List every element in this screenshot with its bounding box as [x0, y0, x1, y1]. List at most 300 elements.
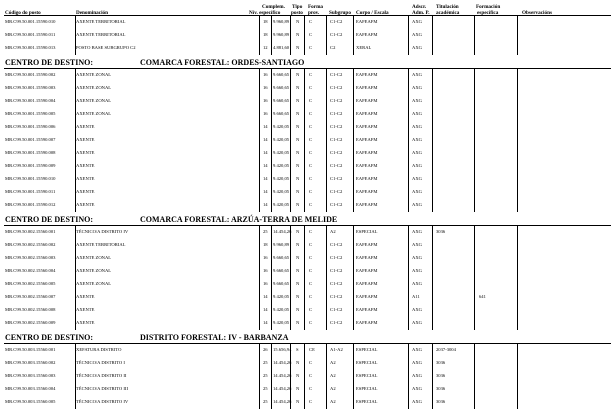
column-divider [353, 199, 354, 212]
cell-complemento: 9.960,89 [273, 32, 290, 37]
column-divider [259, 160, 260, 173]
cell-forma: C [309, 202, 313, 207]
column-divider [353, 160, 354, 173]
column-divider [326, 265, 327, 278]
cell-denomination: AXENTE TERRITORIAL [76, 19, 126, 24]
cell-corpo: EAFEAFM [356, 111, 378, 116]
column-divider [326, 226, 327, 239]
column-divider [271, 278, 272, 291]
table-row [0, 160, 615, 173]
cell-code: MR.C99.50.001.15590.003 [5, 85, 56, 90]
column-divider [353, 252, 354, 265]
column-divider [271, 69, 272, 82]
cell-complemento: 9.420,05 [273, 189, 290, 194]
cell-subgrupo: C1-C2 [330, 307, 343, 312]
column-divider [432, 173, 433, 186]
cell-subgrupo: C1-C2 [330, 150, 343, 155]
cell-code: MR.C99.50.001.15590.010 [5, 19, 56, 24]
column-divider [517, 344, 518, 357]
cell-denomination: TÉCNICO/A DISTRITO II [76, 373, 127, 378]
cell-complemento: 9.420,05 [273, 294, 290, 299]
cell-nivel: 12 [263, 45, 268, 50]
header-denomination: Denominación [76, 10, 108, 16]
cell-complemento: 9.960,89 [273, 19, 290, 24]
column-divider [271, 226, 272, 239]
table-row [0, 278, 615, 291]
column-divider [304, 29, 305, 42]
cell-code: MR.C99.50.002.15560.002 [5, 242, 56, 247]
cell-tipo: N [296, 202, 300, 207]
column-divider [517, 69, 518, 82]
column-divider [353, 121, 354, 134]
cell-tipo: N [296, 189, 300, 194]
cell-forma: C [309, 124, 313, 129]
cell-tipo: N [296, 19, 300, 24]
column-divider [353, 370, 354, 383]
column-divider [408, 199, 409, 212]
cell-denomination: AXENTE ZONAL [76, 281, 112, 286]
column-divider [474, 291, 475, 304]
column-divider [290, 173, 291, 186]
column-divider [408, 239, 409, 252]
column-divider [290, 42, 291, 55]
cell-titulacion: 3036 [436, 386, 446, 391]
cell-subgrupo: C1-C2 [330, 320, 343, 325]
cell-complemento: 14.454,26 [273, 386, 292, 391]
cell-corpo: EAFEAFM [356, 189, 378, 194]
cell-subgrupo: C1-C2 [330, 255, 343, 260]
column-divider [304, 239, 305, 252]
cell-complemento: 9.660,65 [273, 111, 290, 116]
column-divider [304, 186, 305, 199]
column-divider [290, 252, 291, 265]
column-divider [353, 108, 354, 121]
column-divider [474, 357, 475, 370]
cell-adscripcion: AXG [412, 242, 422, 247]
cell-adscripcion: AXG [412, 19, 422, 24]
cell-subgrupo: C1-C2 [330, 268, 343, 273]
column-divider [408, 173, 409, 186]
column-divider [290, 239, 291, 252]
column-divider [326, 199, 327, 212]
column-divider [408, 147, 409, 160]
cell-nivel: 25 [263, 229, 268, 234]
column-divider [517, 226, 518, 239]
column-divider [432, 69, 433, 82]
cell-titulacion: 3036 [436, 399, 446, 404]
column-divider [432, 357, 433, 370]
cell-corpo: EAFEAFM [356, 176, 378, 181]
cell-complemento: 9.420,05 [273, 137, 290, 142]
cell-tipo: N [296, 268, 300, 273]
cell-forma: C [309, 72, 313, 77]
header-code: Código do posto [5, 10, 41, 16]
column-divider [408, 226, 409, 239]
table-row [0, 108, 615, 121]
section-label: CENTRO DE DESTINO: [5, 58, 94, 67]
column-divider [259, 29, 260, 42]
column-divider [326, 42, 327, 55]
cell-code: MR.C99.50.003.15560.003 [5, 373, 56, 378]
cell-tipo: N [296, 124, 300, 129]
header-titulacion-2: académica [436, 10, 460, 16]
cell-corpo: EAFEAFM [356, 320, 378, 325]
cell-code: MR.C99.50.001.15590.013 [5, 45, 56, 50]
cell-forma: CE [309, 347, 315, 352]
column-divider [271, 16, 272, 29]
cell-code: MR.C99.50.001.15590.006 [5, 124, 56, 129]
column-divider [474, 304, 475, 317]
column-divider [517, 160, 518, 173]
column-divider [353, 134, 354, 147]
cell-code: MR.C99.50.002.15560.004 [5, 268, 56, 273]
column-divider [474, 42, 475, 55]
cell-complemento: 15.656,94 [273, 347, 292, 352]
cell-forma: C [309, 242, 313, 247]
cell-forma: C [309, 399, 313, 404]
cell-corpo: ESPECIAL [356, 386, 378, 391]
column-divider [271, 173, 272, 186]
cell-denomination: TÉCNICO/A DISTRITO I [76, 360, 125, 365]
cell-complemento: 9.420,05 [273, 124, 290, 129]
cell-forma: C [309, 19, 313, 24]
column-divider [517, 357, 518, 370]
column-divider [271, 95, 272, 108]
column-divider [432, 42, 433, 55]
cell-tipo: N [296, 360, 300, 365]
column-divider [517, 108, 518, 121]
column-divider [408, 344, 409, 357]
column-divider [408, 82, 409, 95]
column-divider [259, 370, 260, 383]
cell-nivel: 16 [263, 281, 268, 286]
cell-tipo: N [296, 281, 300, 286]
column-divider [326, 291, 327, 304]
column-divider [271, 304, 272, 317]
cell-denomination: AXENTE [76, 150, 95, 155]
column-divider [290, 16, 291, 29]
cell-corpo: EAFEAFM [356, 32, 378, 37]
column-divider [474, 239, 475, 252]
column-divider [474, 344, 475, 357]
header-nivel-2: Nív. específico [249, 10, 281, 16]
cell-code: MR.C99.50.001.15590.011 [5, 32, 56, 37]
cell-denomination: AXENTE ZONAL [76, 85, 112, 90]
column-divider [259, 69, 260, 82]
column-divider [408, 69, 409, 82]
cell-corpo: EAFEAFM [356, 255, 378, 260]
cell-corpo: ESPECIAL [356, 229, 378, 234]
cell-complemento: 9.420,05 [273, 176, 290, 181]
section-heading [0, 212, 615, 226]
cell-tipo: N [296, 137, 300, 142]
section-name: COMARCA FORESTAL: ORDES-SANTIAGO [140, 58, 305, 67]
cell-tipo: N [296, 373, 300, 378]
cell-denomination: TÉCNICO/A DISTRITO IV [76, 229, 129, 234]
cell-corpo: EAFEAFM [356, 281, 378, 286]
column-divider [353, 278, 354, 291]
cell-complemento: 9.960,89 [273, 242, 290, 247]
column-divider [353, 29, 354, 42]
column-divider [432, 199, 433, 212]
column-divider [326, 16, 327, 29]
cell-forma: C [309, 45, 313, 50]
cell-corpo: EAFEAFM [356, 19, 378, 24]
cell-subgrupo: A2 [330, 229, 336, 234]
cell-denomination: TÉCNICO/A DISTRITO III [76, 386, 128, 391]
cell-tipo: N [296, 32, 300, 37]
column-divider [271, 291, 272, 304]
cell-denomination: AXENTE TERRITORIAL [76, 32, 126, 37]
column-divider [259, 147, 260, 160]
cell-forma: C [309, 255, 313, 260]
cell-tipo: N [296, 320, 300, 325]
table-row [0, 252, 615, 265]
column-divider [408, 121, 409, 134]
table-row [0, 239, 615, 252]
column-divider [353, 42, 354, 55]
table-row [0, 69, 615, 82]
column-divider [474, 173, 475, 186]
cell-forma: C [309, 281, 313, 286]
cell-subgrupo: C1-C2 [330, 32, 343, 37]
cell-tipo: N [296, 399, 300, 404]
column-divider [517, 265, 518, 278]
column-divider [290, 121, 291, 134]
column-divider [474, 226, 475, 239]
cell-tipo: N [296, 163, 300, 168]
cell-forma: C [309, 150, 313, 155]
section-label: CENTRO DE DESTINO: [5, 215, 94, 224]
cell-complemento: 9.420,05 [273, 150, 290, 155]
column-divider [474, 147, 475, 160]
cell-adscripcion: AXG [412, 202, 422, 207]
cell-denomination: XEFATURA DISTRITO [76, 347, 122, 352]
column-divider [432, 317, 433, 330]
column-divider [517, 42, 518, 55]
column-divider [432, 121, 433, 134]
column-divider [432, 147, 433, 160]
column-divider [353, 291, 354, 304]
cell-nivel: 18 [263, 19, 268, 24]
cell-complemento: 9.660,65 [273, 85, 290, 90]
cell-tipo: N [296, 255, 300, 260]
table-row [0, 134, 615, 147]
section-name: DISTRITO FORESTAL: IV - BARBANZA [140, 333, 289, 342]
column-divider [290, 304, 291, 317]
column-divider [290, 186, 291, 199]
header-tipo-1: Tipo [292, 4, 303, 10]
header-adscr-2: Adm. P. [412, 10, 430, 16]
cell-corpo: ESPECIAL [356, 360, 378, 365]
cell-code: MR.C99.50.001.15590.012 [5, 202, 56, 207]
cell-nivel: 14 [263, 189, 268, 194]
column-divider [517, 252, 518, 265]
cell-nivel: 16 [263, 111, 268, 116]
cell-tipo: N [296, 176, 300, 181]
column-divider [326, 278, 327, 291]
cell-code: MR.C99.50.001.15590.007 [5, 137, 56, 142]
column-divider [517, 317, 518, 330]
cell-tipo: N [296, 111, 300, 116]
cell-corpo: EAFEAFM [356, 98, 378, 103]
cell-subgrupo: C1-C2 [330, 281, 343, 286]
cell-code: MR.C99.50.002.15560.003 [5, 255, 56, 260]
column-divider [432, 383, 433, 396]
cell-complemento: 9.660,65 [273, 72, 290, 77]
cell-forma: C [309, 163, 313, 168]
column-divider [432, 239, 433, 252]
cell-nivel: 14 [263, 163, 268, 168]
column-divider [474, 317, 475, 330]
cell-adscripcion: AXG [412, 45, 422, 50]
table-row [0, 370, 615, 383]
column-divider [304, 69, 305, 82]
table-row [0, 199, 615, 212]
cell-tipo: N [296, 72, 300, 77]
column-divider [474, 160, 475, 173]
cell-subgrupo: C1-C2 [330, 111, 343, 116]
column-divider [408, 317, 409, 330]
section-name: COMARCA FORESTAL: ARZÚA-TERRA DE MELIDE [140, 215, 338, 224]
column-divider [432, 95, 433, 108]
cell-code: MR.C99.50.001.15590.004 [5, 98, 56, 103]
column-divider [259, 82, 260, 95]
column-divider [474, 121, 475, 134]
column-divider [259, 278, 260, 291]
column-divider [271, 108, 272, 121]
column-divider [408, 252, 409, 265]
cell-corpo: ESPECIAL [356, 347, 378, 352]
column-divider [304, 252, 305, 265]
column-divider [290, 278, 291, 291]
column-divider [408, 186, 409, 199]
cell-subgrupo: C1-C2 [330, 137, 343, 142]
cell-subgrupo: C1-C2 [330, 189, 343, 194]
cell-code: MR.C99.50.001.15590.011 [5, 189, 56, 194]
column-divider [408, 16, 409, 29]
column-divider [408, 357, 409, 370]
column-divider [408, 29, 409, 42]
column-divider [304, 95, 305, 108]
cell-code: MR.C99.50.003.15560.002 [5, 360, 56, 365]
column-divider [271, 29, 272, 42]
cell-nivel: 16 [263, 268, 268, 273]
column-divider [259, 239, 260, 252]
cell-code: MR.C99.50.002.15560.005 [5, 281, 56, 286]
column-divider [259, 186, 260, 199]
cell-nivel: 16 [263, 85, 268, 90]
cell-adscripcion: AXG [412, 229, 422, 234]
cell-denomination: AXENTE [76, 202, 95, 207]
column-divider [326, 147, 327, 160]
column-divider [353, 173, 354, 186]
cell-nivel: 14 [263, 137, 268, 142]
column-divider [517, 173, 518, 186]
column-divider [353, 69, 354, 82]
cell-subgrupo: A2 [330, 386, 336, 391]
column-divider [304, 121, 305, 134]
column-divider [326, 95, 327, 108]
column-divider [432, 186, 433, 199]
column-divider [474, 69, 475, 82]
cell-complemento: 14.454,26 [273, 373, 292, 378]
column-divider [326, 317, 327, 330]
column-divider [432, 82, 433, 95]
cell-denomination: POSTO BASE SUBGRUPO C2 [76, 45, 136, 50]
cell-corpo: ESPECIAL [356, 373, 378, 378]
column-divider [474, 186, 475, 199]
column-divider [290, 265, 291, 278]
column-divider [326, 29, 327, 42]
table-row [0, 173, 615, 186]
cell-forma: C [309, 85, 313, 90]
section-label: CENTRO DE DESTINO: [5, 333, 94, 342]
cell-corpo: EAFEAFM [356, 150, 378, 155]
cell-forma: C [309, 294, 313, 299]
column-divider [290, 95, 291, 108]
table-row [0, 265, 615, 278]
column-divider [474, 252, 475, 265]
header-forma-1: Forma [308, 4, 323, 10]
cell-tipo: N [296, 386, 300, 391]
cell-adscripcion: AXG [412, 176, 422, 181]
cell-denomination: AXENTE [76, 124, 95, 129]
header-corpo: Corpo / Escala [356, 10, 389, 16]
column-divider [432, 16, 433, 29]
cell-adscripcion: AXG [412, 320, 422, 325]
cell-titulacion: 2037-3004 [436, 347, 456, 352]
column-divider [353, 344, 354, 357]
column-divider [259, 134, 260, 147]
column-divider [271, 160, 272, 173]
header-nivel-1: Complem. [262, 4, 285, 10]
cell-denomination: AXENTE [76, 294, 95, 299]
column-divider [408, 291, 409, 304]
cell-forma: C [309, 32, 313, 37]
cell-nivel: 16 [263, 98, 268, 103]
cell-tipo: N [296, 307, 300, 312]
column-divider [517, 278, 518, 291]
cell-corpo: EAFEAFM [356, 163, 378, 168]
column-divider [304, 16, 305, 29]
cell-tipo: N [296, 85, 300, 90]
column-divider [517, 16, 518, 29]
column-divider [271, 147, 272, 160]
cell-subgrupo: A1-A2 [330, 347, 343, 352]
table-row [0, 291, 615, 304]
column-divider [432, 278, 433, 291]
cell-nivel: 14 [263, 307, 268, 312]
column-divider [304, 147, 305, 160]
cell-forma: C [309, 307, 313, 312]
column-divider [304, 344, 305, 357]
header-adscr-1: Adscr. [412, 4, 427, 10]
table-row [0, 357, 615, 370]
cell-corpo: EAFEAFM [356, 268, 378, 273]
column-divider [517, 304, 518, 317]
cell-complemento: 14.454,26 [273, 399, 292, 404]
cell-complemento: 14.454,26 [273, 360, 292, 365]
cell-subgrupo: A2 [330, 360, 336, 365]
column-divider [259, 252, 260, 265]
column-divider [304, 265, 305, 278]
cell-tipo: N [296, 242, 300, 247]
column-divider [259, 357, 260, 370]
column-divider [290, 291, 291, 304]
column-divider [259, 317, 260, 330]
cell-complemento: 9.660,65 [273, 255, 290, 260]
